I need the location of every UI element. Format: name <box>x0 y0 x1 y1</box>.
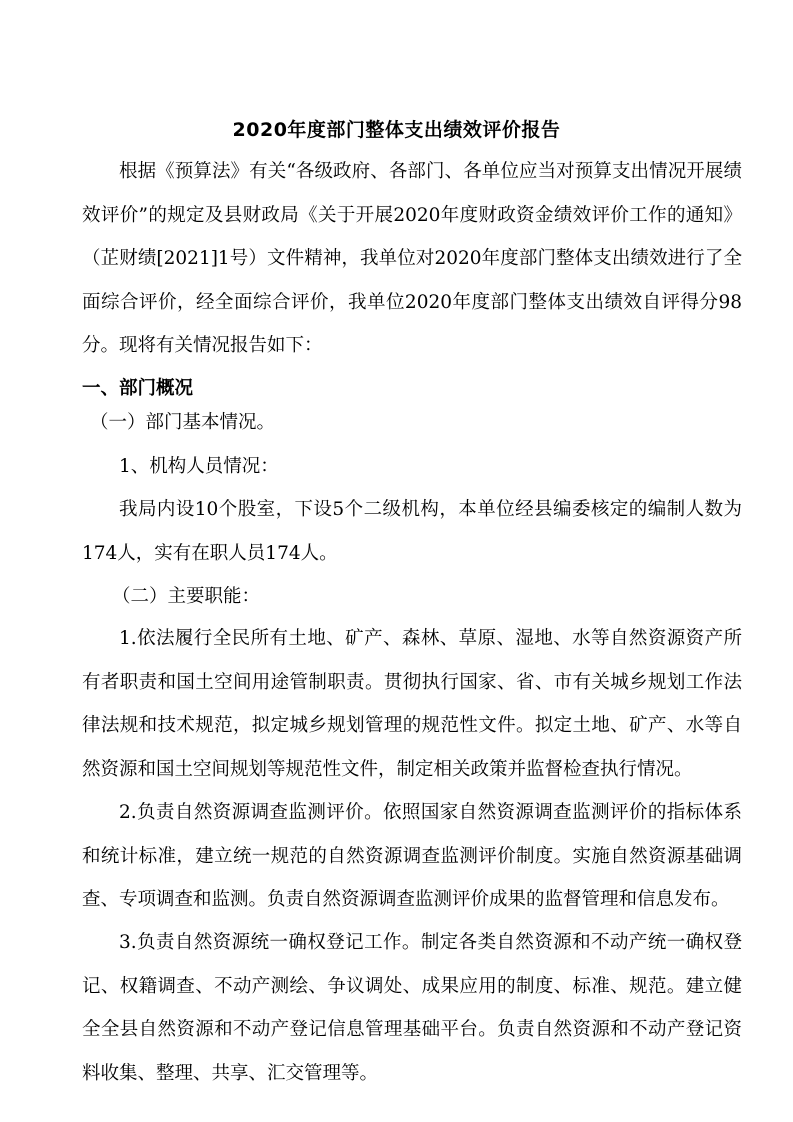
function-paragraph-1: 1.依法履行全民所有土地、矿产、森林、草原、湿地、水等自然资源资产所有者职责和国土空间用途管制职责。贯彻执行国家、省、市有关城乡规划工作法律法规和技术规范，拟定城乡规划管理的规范性文件。拟定土地、矿产、水等自然资源和国土空间规划等规范性文件，制定相关政策并监督检查执行情况。 <box>82 628 742 780</box>
subsection-heading-main-functions: （二）主要职能： <box>112 586 261 607</box>
document-title: 2020年度部门整体支出绩效评价报告 <box>232 119 561 141</box>
item-heading-staffing: 1、机构人员情况： <box>119 456 279 477</box>
function-paragraph-2: 2.负责自然资源调查监测评价。依照国家自然资源调查监测评价的指标体系和统计标准，建立统一规范的自然资源调查监测评价制度。实施自然资源基础调查、专项调查和监测。负责自然资源调查监测评价成果的监督管理和信息发布。 <box>82 802 742 910</box>
section-heading-department-overview: 一、部门概况 <box>82 378 194 399</box>
intro-paragraph: 根据《预算法》有关“各级政府、各部门、各单位应当对预算支出情况开展绩效评价”的规定及县财政局《关于开展2020年度财政资金绩效评价工作的通知》（芷财绩[2021]1号）文件精神，我单位对2020年度部门整体支出绩效进行了全面综合评价，经全面综合评价，我单位2020年度部门整体支出绩效自评得分98分。现将有关情况报告如下： <box>82 161 742 356</box>
staffing-paragraph: 我局内设10个股室，下设5个二级机构，本单位经县编委核定的编制人数为174人，实有在职人员174人。 <box>82 499 742 564</box>
subsection-heading-basic-info: （一）部门基本情况。 <box>90 412 276 433</box>
function-paragraph-3: 3.负责自然资源统一确权登记工作。制定各类自然资源和不动产统一确权登记、权籍调查、不动产测绘、争议调处、成果应用的制度、标准、规范。建立健全全县自然资源和不动产登记信息管理基础平台。负责自然资源和不动产登记资料收集、整理、共享、汇交管理等。 <box>82 932 742 1084</box>
